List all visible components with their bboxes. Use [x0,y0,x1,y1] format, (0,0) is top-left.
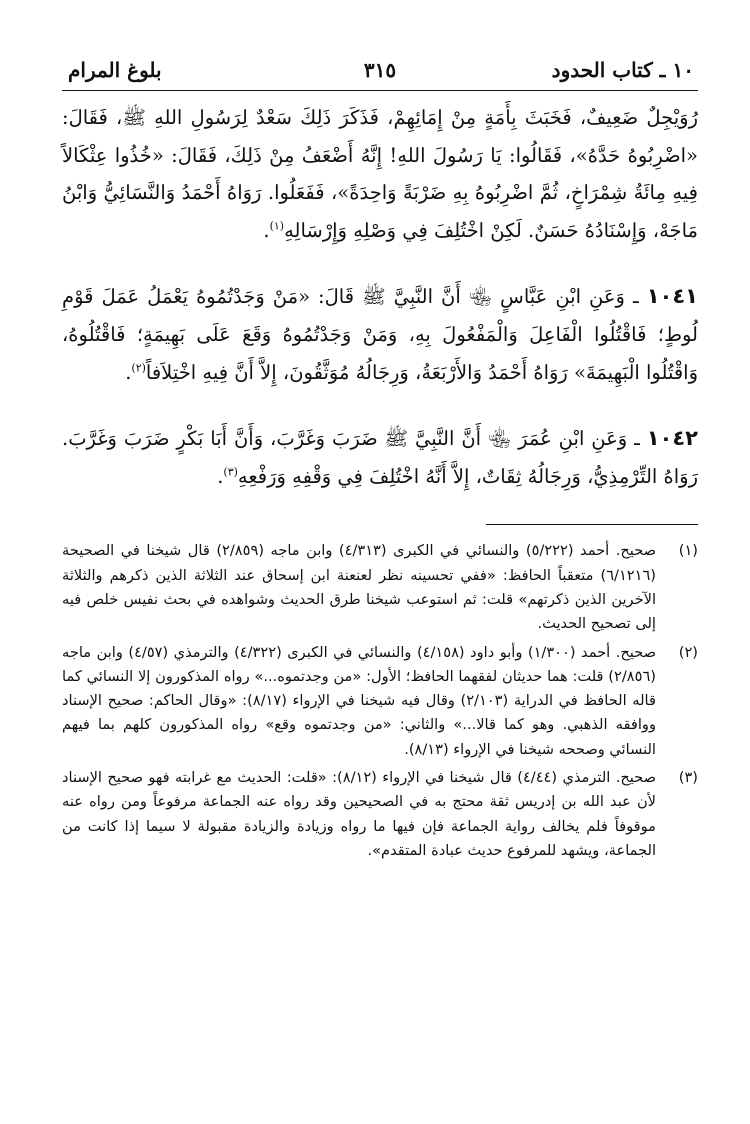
book-page [62,50,698,1104]
footnote-text: صحيح. الترمذي (٤/٤٤) قال شيخنا في الإرواء (٨/١٢): «قلت: الحديث مع غرابته فهو صحيح الإسناد لأن عبد الله بن إدريس ثقة محتج به في الصحيحين وقد رواه عنه الجماعة مرفوعاً ومن رواه عنه موقوفاً فلم يخالف رواية الجماعة فإن فيها ما رواه وزيادة والزيادة مقبولة لا سيما إذا كانت من الجماعة، ويشهد للمرفوع حديث عبادة المتقدم». [62,769,656,859]
footnote-text: صحيح. أحمد (١/٣٠٠) وأبو داود (٤/١٥٨) والنسائي في الكبرى (٤/٣٢٢) والترمذي (٤/٥٧) وابن ماجه (٢/٨٥٦) قلت: هما حديثان لفقهما الحافظ؛ الأول: «من وجدتموه...» رواه المذكورون إلا النسائي كما قاله الحافظ في الدراية (٢/١٠٣) وقال فيه شيخنا في الإرواء (٨/١٧): «وقال الحاكم: صحيح الإسناد ووافقه الذهبي. وهو كما قالا...» والثاني: «من وجدتموه وقع» رواه المذكورون كلهم بما فيهم النسائي وصححه شيخنا في الإرواء (٨/١٣). [62,643,656,758]
footnote [62,641,698,762]
hadith-text: وَعَنِ ابْنِ عُمَرَ ﵄ أَنَّ النَّبِيَّ ﷺ ضَرَبَ وَغَرَّبَ، وَأَنَّ أَبَا بَكْرٍ ضَرَبَ وَغَرَّبَ. رَوَاهُ التِّرْمِذِيُّ، وَرِجَالُهُ ثِقَاتٌ، إِلاَّ أَنَّهُ اخْتُلِفَ فِي وَقْفِهِ وَرَفْعِهِ [62,427,698,488]
footnote-number: (١) [678,542,698,560]
footnote-number: (٣) [678,769,698,787]
footnote-text: صحيح. أحمد (٥/٢٢٢) والنسائي في الكبرى (٤/٣١٣) وابن ماجه (٢/٨٥٩) قال شيخنا في الصحيحة (٦/١٢١٦) متعقباً الحافظ: «ففي تحسينه نظر لعنعنة ابن إسحاق عند الثلاثة الذين ذكرهم والثلاثة الآخرين الذين ذكرتهم» قلت: ثم استوعب شيخنا طرق الحديث وشواهده في بحث نفيس خلص فيه إلى تصحيح الحديث. [62,542,657,633]
footnote [62,539,698,636]
footnote-divider [486,524,698,525]
book-title: بلوغ المرام [68,58,162,82]
footnotes [62,539,698,863]
hadith-text: وَعَنِ ابْنِ عَبَّاسٍ ﵄ أَنَّ النَّبِيَّ ﷺ قَالَ: «مَنْ وَجَدْتُمُوهُ يَعْمَلُ عَمَلَ قَوْمِ لُوطٍ؛ فَاقْتُلُوا الْفَاعِلَ وَالْمَفْعُولَ بِهِ، وَمَنْ وَجَدْتُمُوهُ وَقَعَ عَلَى بَهِيمَةٍ؛ فَاقْتُلُوهُ، وَاقْتُلُوا الْبَهِيمَةَ» رَوَاهُ أَحْمَدُ وَالأَرْبَعَةُ، وَرِجَالُهُ مُوَثَّقُونَ، إِلاَّ أَنَّ فِيهِ اخْتِلاَفاً [62,285,698,384]
hadith-paragraph: ١٠٤١ ـ وَعَنِ ابْنِ عَبَّاسٍ ﵄ أَنَّ النَّبِيَّ ﷺ قَالَ: «مَنْ وَجَدْتُمُوهُ يَعْمَلُ عَمَلَ قَوْمِ لُوطٍ؛ فَاقْتُلُوا الْفَاعِلَ وَالْمَفْعُولَ بِهِ، وَمَنْ وَجَدْتُمُوهُ وَقَعَ عَلَى بَهِيمَةٍ؛ فَاقْتُلُوهُ، وَاقْتُلُوا الْبَهِيمَةَ» رَوَاهُ أَحْمَدُ وَالأَرْبَعَةُ، وَرِجَالُهُ مُوَثَّقُونَ، إِلاَّ أَنَّ فِيهِ اخْتِلاَفاً$^{(٢)}$. [62,284,698,384]
footnote [62,766,698,863]
page-header [62,50,698,91]
chapter-title: ١٠ ـ كتاب الحدود [551,58,694,82]
hadith-number: ١٠٤٢ [646,426,698,451]
main-text [62,99,698,495]
page-number: ٣١٥ [363,58,397,82]
hadith-number: ١٠٤١ [646,284,698,309]
hadith-paragraph-continued: رُوَيْجِلٌ ضَعِيفٌ، فَخَبَثَ بِأَمَةٍ مِنْ إِمَائِهِمْ، فَذَكَرَ ذَلِكَ سَعْدٌ لِرَسُولِ اللهِ ﷺ، فَقَالَ: «اضْرِبُوهُ حَدَّهُ»، فَقَالُوا: يَا رَسُولَ اللهِ! إِنَّهُ أَضْعَفُ مِنْ ذَلِكَ، فَقَالَ: «خُذُوا عِثْكَالاً فِيهِ مِائَةُ شِمْرَاخٍ، ثُمَّ اضْرِبُوهُ بِهِ ضَرْبَةً وَاحِدَةً»، فَفَعَلُوا. رَوَاهُ أَحْمَدُ وَالنَّسَائِيُّ وَابْنُ مَاجَهْ، وَإِسْنَادُهُ حَسَنٌ. لَكِنْ اخْتُلِفَ فِي وَصْلِهِ وَإِرْسَالِهِ$^{(١)}$. [62,106,698,242]
footnote-ref: (٣) [223,465,238,479]
hadith-text: رُوَيْجِلٌ ضَعِيفٌ، فَخَبَثَ بِأَمَةٍ مِنْ إِمَائِهِمْ، فَذَكَرَ ذَلِكَ سَعْدٌ لِرَسُولِ اللهِ ﷺ، فَقَالَ: «اضْرِبُوهُ حَدَّهُ»، فَقَالُوا: يَا رَسُولَ اللهِ! إِنَّهُ أَضْعَفُ مِنْ ذَلِكَ، فَقَالَ: «خُذُوا عِثْكَالاً فِيهِ مِائَةُ شِمْرَاخٍ، ثُمَّ اضْرِبُوهُ بِهِ ضَرْبَةً وَاحِدَةً»، فَفَعَلُوا. رَوَاهُ أَحْمَدُ وَالنَّسَائِيُّ وَابْنُ مَاجَهْ، وَإِسْنَادُهُ حَسَنٌ. لَكِنْ اخْتُلِفَ فِي وَصْلِهِ وَإِرْسَالِهِ [62,106,698,242]
footnote-ref: (١) [269,219,285,233]
hadith-paragraph: ١٠٤٢ ـ وَعَنِ ابْنِ عُمَرَ ﵄ أَنَّ النَّبِيَّ ﷺ ضَرَبَ وَغَرَّبَ، وَأَنَّ أَبَا بَكْرٍ ضَرَبَ وَغَرَّبَ. رَوَاهُ التِّرْمِذِيُّ، وَرِجَالُهُ ثِقَاتٌ، إِلاَّ أَنَّهُ اخْتُلِفَ فِي وَقْفِهِ وَرَفْعِهِ$^{(٣)}$. [62,426,698,488]
footnote-number: (٢) [678,643,698,661]
footnote-ref: (٢) [131,361,146,375]
